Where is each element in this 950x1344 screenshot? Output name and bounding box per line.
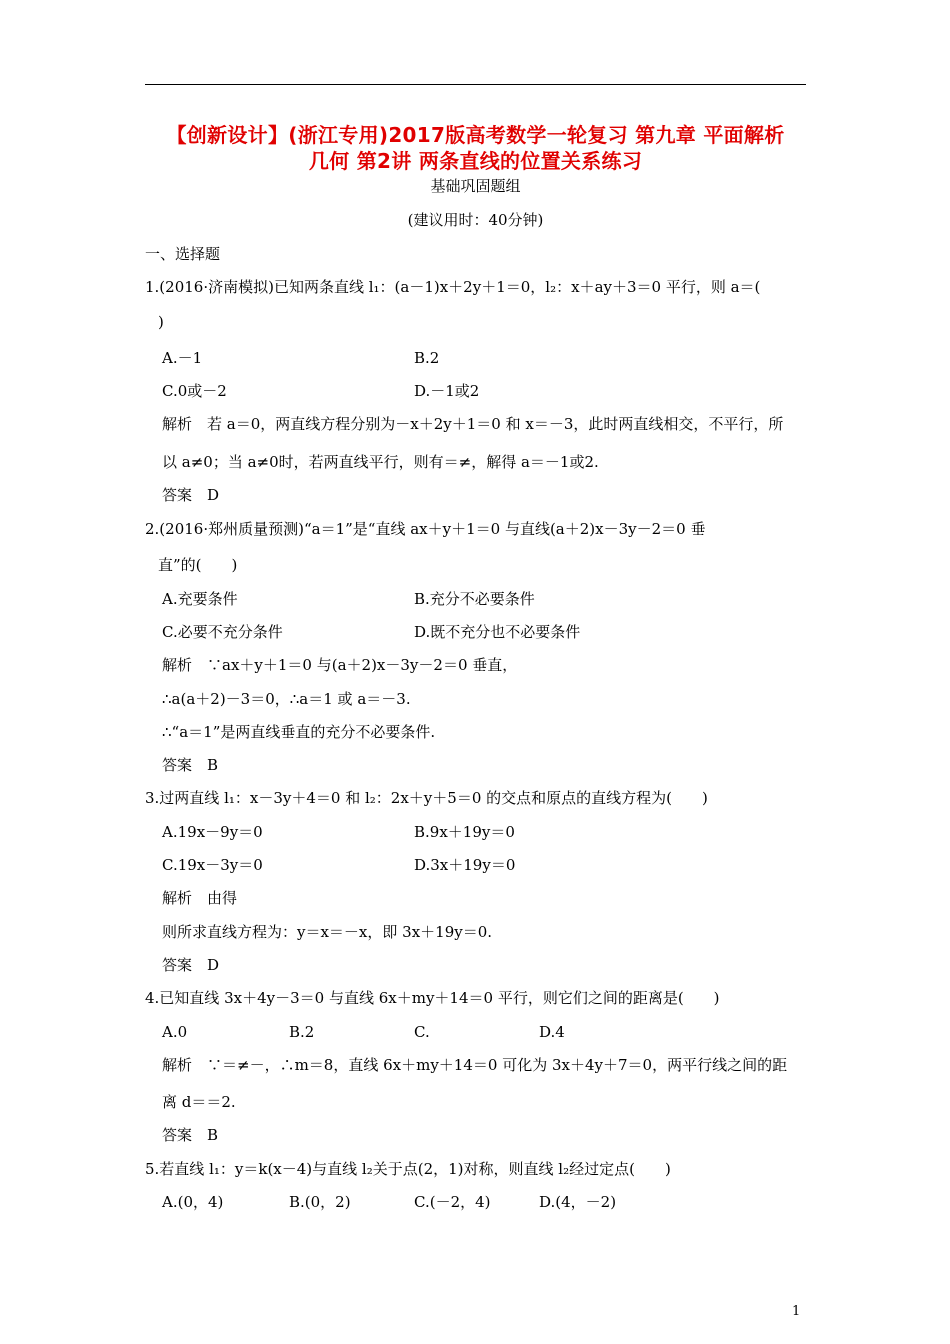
q5-option-c: C.(－2，4) bbox=[414, 1193, 491, 1211]
q5-option-b: B.(0，2) bbox=[289, 1193, 351, 1211]
doc-title-line1: 【创新设计】(浙江专用)2017版高考数学一轮复习 第九章 平面解析 bbox=[166, 123, 785, 147]
q2-analysis-line2: ∴a(a＋2)－3＝0，∴a＝1 或 a＝－3. bbox=[162, 690, 411, 708]
q2-option-a: A.充要条件 bbox=[162, 590, 238, 608]
subtitle: 基础巩固题组 bbox=[430, 177, 521, 195]
time-note: (建议用时：40分钟) bbox=[407, 211, 544, 229]
doc-title-line2: 几何 第2讲 两条直线的位置关系练习 bbox=[308, 149, 643, 173]
q1-option-b: B.2 bbox=[414, 349, 440, 367]
q3-answer: 答案 D bbox=[162, 956, 220, 974]
section-heading: 一、选择题 bbox=[145, 245, 221, 263]
q2-analysis-line1: 解析 ∵ax＋y＋1＝0 与(a＋2)x－3y－2＝0 垂直， bbox=[162, 656, 518, 674]
q5-option-a: A.(0，4) bbox=[162, 1193, 224, 1211]
question-1-stem-cont: ) bbox=[158, 313, 164, 331]
q4-option-c: C. bbox=[414, 1023, 430, 1041]
q4-option-d: D.4 bbox=[539, 1023, 565, 1041]
q1-analysis-line1: 解析 若 a＝0，两直线方程分别为－x＋2y＋1＝0 和 x＝－3，此时两直线相交，不平行，所 bbox=[162, 415, 784, 433]
q1-option-c: C.0或－2 bbox=[162, 382, 227, 400]
q4-answer: 答案 B bbox=[162, 1126, 219, 1144]
header-rule bbox=[145, 84, 806, 85]
page-number: 1 bbox=[792, 1304, 801, 1319]
q3-analysis-line2: 则所求直线方程为：y＝x＝－x，即 3x＋19y＝0. bbox=[162, 923, 493, 941]
q3-option-a: A.19x－9y＝0 bbox=[162, 823, 263, 841]
q1-option-a: A.－1 bbox=[162, 349, 203, 367]
question-2-stem-cont: 直”的( ) bbox=[158, 556, 238, 574]
q5-option-d: D.(4，－2) bbox=[539, 1193, 617, 1211]
q1-option-d: D.－1或2 bbox=[414, 382, 480, 400]
q4-analysis-line2: 离 d＝＝2. bbox=[162, 1093, 236, 1111]
question-1-stem: 1.(2016·济南模拟)已知两条直线 l₁：(a－1)x＋2y＋1＝0，l₂：x＋ay＋3＝0 平行，则 a＝( bbox=[145, 278, 761, 296]
q2-option-d: D.既不充分也不必要条件 bbox=[414, 623, 581, 641]
q4-option-b: B.2 bbox=[289, 1023, 315, 1041]
question-3-stem: 3.过两直线 l₁：x－3y＋4＝0 和 l₂：2x＋y＋5＝0 的交点和原点的直线方程为( ) bbox=[145, 789, 708, 807]
q2-analysis-line3: ∴“a＝1”是两直线垂直的充分不必要条件. bbox=[162, 723, 436, 741]
q2-answer: 答案 B bbox=[162, 756, 219, 774]
q4-analysis-line1: 解析 ∵＝≠－，∴m＝8，直线 6x＋my＋14＝0 可化为 3x＋4y＋7＝0，两平行线之间的距 bbox=[162, 1056, 788, 1074]
question-4-stem: 4.已知直线 3x＋4y－3＝0 与直线 6x＋my＋14＝0 平行，则它们之间的距离是( ) bbox=[145, 989, 720, 1007]
q3-option-c: C.19x－3y＝0 bbox=[162, 856, 263, 874]
q4-option-a: A.0 bbox=[162, 1023, 188, 1041]
q1-analysis-line2: 以 a≠0；当 a≠0时，若两直线平行，则有＝≠，解得 a＝－1或2. bbox=[162, 453, 599, 471]
question-5-stem: 5.若直线 l₁：y＝k(x－4)与直线 l₂关于点(2，1)对称，则直线 l₂经过定点( ) bbox=[145, 1160, 671, 1178]
q3-analysis-line1: 解析 由得 bbox=[162, 889, 238, 907]
q3-option-d: D.3x＋19y＝0 bbox=[414, 856, 516, 874]
q2-option-c: C.必要不充分条件 bbox=[162, 623, 283, 641]
q3-option-b: B.9x＋19y＝0 bbox=[414, 823, 515, 841]
q1-answer: 答案 D bbox=[162, 486, 220, 504]
question-2-stem: 2.(2016·郑州质量预测)“a＝1”是“直线 ax＋y＋1＝0 与直线(a＋2)x－3y－2＝0 垂 bbox=[145, 520, 706, 538]
q2-option-b: B.充分不必要条件 bbox=[414, 590, 535, 608]
